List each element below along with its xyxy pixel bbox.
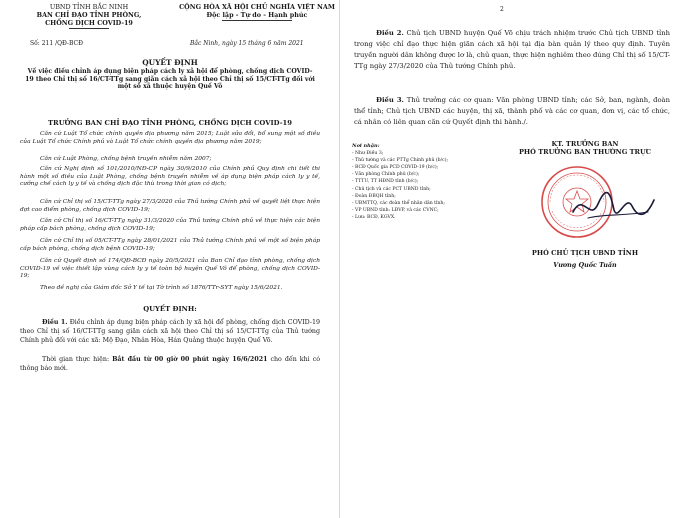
- issuing-agency: [14, 3, 164, 31]
- article-3-label: Điều 3.: [376, 96, 404, 104]
- effective-time: [20, 355, 320, 373]
- recipient-item: - Như Điều 3;: [352, 151, 384, 157]
- agency-underline: [69, 28, 109, 29]
- effective-time-start: Bắt đầu từ 00 giờ 00 phút ngày 16/6/2021: [112, 356, 268, 363]
- nation-line-2: Độc lập - Tự do - Hạnh phúc: [206, 11, 308, 19]
- legal-basis-4: Căn cứ Chỉ thị số 15/CT-TTg ngày 27/3/2020 của Thủ tướng Chính phủ về quyết liệt thực hiện đợt cao điểm phòng, chống dịch COVID-19;: [20, 199, 320, 213]
- decide-heading: QUYẾT ĐỊNH:: [143, 305, 197, 313]
- article-2-label: Điều 2.: [376, 29, 404, 37]
- legal-basis-2: Căn cứ Luật Phòng, chống bệnh truyền nhiễm năm 2007;: [40, 156, 212, 162]
- recipient-item: - Đoàn ĐBQH tỉnh;: [352, 193, 396, 199]
- motto-underline: [222, 20, 292, 21]
- recipient-item: - Lưu: BCĐ, KGVX.: [352, 214, 396, 220]
- legal-basis-1: Căn cứ Luật Tổ chức chính quyền địa phương năm 2015; Luật sửa đổi, bổ sung một số điều của Luật Tổ chức Chính phủ và Luật Tổ chức chính quyền địa phương năm 2019;: [20, 131, 320, 145]
- document-page-2: [340, 0, 680, 518]
- article-2-text: Chủ tịch UBND huyện Quế Võ chịu trách nhiệm trước Chủ tịch UBND tỉnh trong việc chỉ đạo thực hiện giãn cách xã hội tại địa bàn quản lý theo quy định. Tuyên truyền người dân không được lơ là, chủ quan, thực hiện nghiêm theo đúng Chỉ thị số 15/CT-TTg ngày 27/3/2020 của Thủ tướng Chính phủ.: [354, 29, 670, 70]
- decision-title: QUYẾT ĐỊNH: [142, 58, 198, 67]
- effective-time-prefix: Thời gian thực hiện:: [42, 356, 113, 363]
- recipient-item: - Thủ tướng và các PTTg Chính phủ (b/c);: [352, 158, 449, 164]
- article-1-label: Điều 1.: [42, 319, 68, 326]
- article-3: [354, 95, 670, 128]
- article-3-text: Thủ trưởng các cơ quan: Văn phòng UBND tỉnh; các Sở, ban, ngành, đoàn thể tỉnh; Chủ tịch UBND các huyện, thị xã, thành phố và các cơ quan, đơn vị, các tổ chức, cá nhân có liên quan căn cứ Quyết định thi hành./.: [354, 96, 670, 126]
- recipient-item: - Văn phòng Chính phủ (b/c);: [352, 172, 420, 178]
- national-motto: [178, 3, 336, 21]
- recipient-item: - VP UBND tỉnh: LĐVP, và các CVNC;: [352, 207, 439, 213]
- agency-line-1: UBND TỈNH BẮC NINH: [49, 3, 129, 11]
- agency-line-2: BAN CHỈ ĐẠO TỈNH PHÒNG,: [36, 11, 142, 19]
- article-1-text: Điều chỉnh áp dụng biện pháp cách ly xã hội để phòng, chống dịch COVID-19 theo Chỉ thị số 16/CT-TTg sang giãn cách xã hội theo Chỉ thị số 15/CT-TTg của Thủ tướng Chính phủ đối với các xã: Mộ Đạo, Nhân Hòa, Hán Quảng thuộc huyện Quế Võ.: [20, 319, 320, 345]
- date-line: Bắc Ninh, ngày 15 tháng 6 năm 2021: [190, 40, 304, 47]
- decision-subtitle: Về việc điều chỉnh áp dụng biện pháp cách ly xã hội để phòng, chống dịch COVID-19 theo Chỉ thị số 16/CT-TTg sang giãn cách xã hội theo Chỉ thị số 15/CT-TTg đối với một số xã thuộc huyện Quế Võ: [25, 68, 315, 91]
- issuing-authority: TRƯỞNG BAN CHỈ ĐẠO TỈNH PHÒNG, CHỐNG DỊCH COVID-19: [48, 119, 292, 127]
- legal-basis-3: Căn cứ Nghị định số 101/2010/NĐ-CP ngày 30/9/2010 của Chính phủ Quy định chi tiết thi hành một số điều của Luật Phòng, chống bệnh truyền nhiễm về áp dụng biện pháp cách ly y tế, cưỡng chế cách ly y tế và chống dịch đặc thù trong thời gian có dịch;: [20, 166, 320, 188]
- legal-basis-8: Theo đề nghị của Giám đốc Sở Y tế tại Tờ trình số 1876/TTr-SYT ngày 15/6/2021.: [40, 285, 283, 291]
- document-number: Số: 211 /QĐ-BCĐ: [30, 40, 83, 47]
- nation-line-1: CỘNG HÒA XÃ HỘI CHỦ NGHĨA VIỆT NAM: [179, 3, 335, 11]
- signer-name: Vương Quốc Tuấn: [553, 261, 617, 269]
- signature-title-2: PHÓ TRƯỞNG BAN THƯỜNG TRỰC: [518, 148, 652, 157]
- signature-title-3: PHÓ CHỦ TỊCH UBND TỈNH: [531, 249, 639, 257]
- page-number: 2: [500, 6, 504, 13]
- legal-basis-6: Căn cứ Chỉ thị số 05/CT-TTg ngày 28/01/2021 của Thủ tướng Chính phủ về một số biện pháp cấp bách phòng, chống dịch bệnh COVID-19;: [20, 238, 320, 252]
- legal-basis-7: Căn cứ Quyết định số 174/QĐ-BCĐ ngày 20/5/2021 của Ban Chỉ đạo tỉnh phòng, chống dịch COVID-19 về việc thiết lập vùng cách ly y tế toàn bộ huyện Quế Võ để phòng, chống dịch COVID-19;: [20, 258, 320, 280]
- article-2: [354, 28, 670, 72]
- recipient-item: - Chủ tịch và các PCT UBND tỉnh;: [352, 186, 431, 192]
- article-1: [20, 318, 320, 346]
- agency-line-3: CHỐNG DỊCH COVID-19: [45, 19, 133, 27]
- recipient-item: - UBMTTQ, các đoàn thể nhân dân tỉnh;: [352, 200, 445, 206]
- effective-time-suffix: cho đến khi có thông báo mới.: [20, 356, 321, 373]
- signature-title-1: KT. TRƯỞNG BAN: [551, 140, 619, 148]
- signature-block: [500, 140, 670, 157]
- handwritten-signature-icon: [568, 182, 658, 232]
- recipients-list: [352, 143, 492, 221]
- recipient-item: - TTTU, TT HĐND tỉnh (b/c);: [352, 179, 419, 185]
- recipients-heading: Nơi nhận:: [352, 143, 380, 149]
- recipient-item: - BCĐ Quốc gia PCD COVID-19 (b/c);: [352, 165, 439, 171]
- legal-basis-5: Căn cứ Chỉ thị số 16/CT-TTg ngày 31/3/2020 của Thủ tướng Chính phủ về thực hiện các biện pháp cấp bách phòng, chống dịch COVID-19;: [20, 218, 320, 232]
